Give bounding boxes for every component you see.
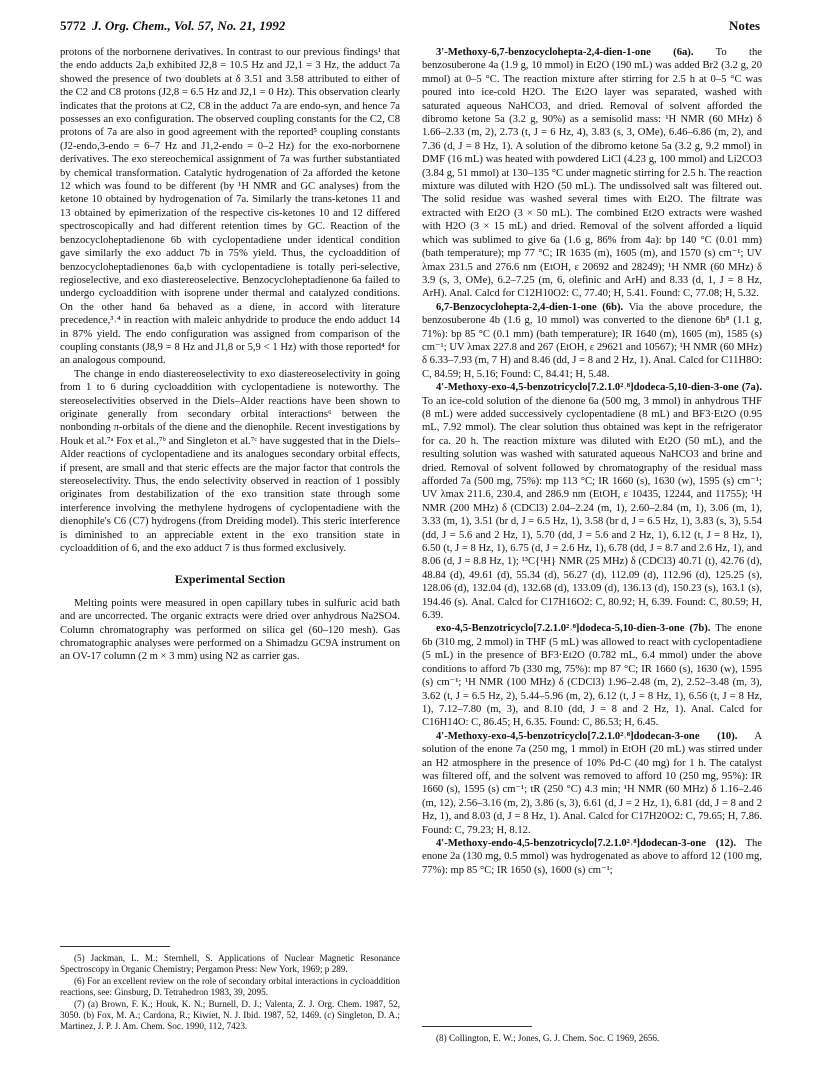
- footnotes-right: [422, 1012, 762, 1044]
- entry-body: To an ice-cold solution of the dienone 6a (500 mg, 3 mmol) in anhydrous THF (8 mL) were added successively cyclopentadiene (8 mL) and BF3·Et2O (0.95 mL, 7.92 mmol). The clear solution thus obtained was kept in the refrigerator for ca. 20 h. The reaction mixture was diluted with Et2O (50 mL), and the resulting solution was washed with saturated aqueous NaHCO3 and brine and dried. Removal of solvent followed by chromatography of the residual mass afforded 7a (500 mg, 75%): mp 113 °C; IR 1660 (s), 1630 (w), 1595 (s) cm⁻¹; UV λmax 211.6, 230.4, and 286.9 nm (EtOH, ε 10435, 12244, and 11755); ¹H NMR (200 MHz) δ (CDCl3) 2.04–2.24 (m, 1), 2.60–2.84 (m, 1), 3.06 (m, 1), 3.33 (m, 1), 3.51 (br d, J = 6.5 Hz, 1), 3.58 (br d, J = 6.5 Hz, 1), 3.83 (s, 3), 5.54 (dd, J = 5.6 and 2 Hz, 1), 5.70 (dd, J = 5.6 and 2 Hz, 1), 6.12 (t, J = 8 Hz, 1), 6.50 (t, J = 8 Hz, 1), 6.75 (d, J = 2.6 Hz, 1), 6.78 (dd, J = 8.7 and 2.6 Hz, 1), and 8.06 (d, J = 8.8 Hz, 1); ¹³C{¹H} NMR (25 MHz) δ (CDCl3) 40.71 (t), 42.76 (d), 48.84 (d), 49.61 (d), 55.34 (d), 56.27 (d), 112.09 (d), 112.96 (d), 125.25 (s), 128.06 (d), 132.04 (d), 132.68 (d), 133.09 (d), 136.13 (d), 150.23 (s), 163.1 (s), 194.46 (s). Anal. Calcd for C17H16O2: C, 80.92; H, 6.39. Found: C, 80.59; H, 6.39.: [422, 395, 762, 622]
- footnote-rule: [422, 1026, 532, 1027]
- footnote: (5) Jackman, L. M.; Sternhell, S. Applications of Nuclear Magnetic Resonance Spectroscopy in Organic Chemistry; Pergamon Press: New York, 1969; p 289.: [60, 953, 400, 975]
- page-number: 5772: [60, 18, 86, 33]
- entry-body: Via the above procedure, the benzosuberone 4b (1.6 g, 10 mmol) was converted to the dienone 6b⁸ (1.1 g, 71%): bp 85 °C (0.1 mm) (bath temperature); IR 1640 (m), 1605 (m), 1585 (s) cm⁻¹; UV λmax 227.8 and 267 (EtOH, ε 29621 and 10567); ¹H NMR (60 MHz) δ 6.33–7.93 (m, 7 H) and 8.46 (dd, J = 8 and 2 Hz, 1). Anal. Calcd for C11H8O: C, 84.59; H, 5.16; Found: C, 84.41; H, 5.48.: [422, 301, 762, 380]
- page-header: [60, 18, 760, 38]
- compound-title: 4′-Methoxy-exo-4,5-benzotricyclo[7.2.1.0²˒⁸]dodeca-5,10-dien-3-one (7a).: [436, 382, 762, 394]
- footnote: (7) (a) Brown, F. K.; Houk, K. N.; Burnell, D. J.; Valenta, Z. J. Org. Chem. 1987, 52, 3050. (b) Fox, M. A.; Cardona, R.; Kiwiet, N. J. Ibid. 1987, 52, 1469. (c) Singleton, D. A.; Martinez, J. P. J. Am. Chem. Soc. 1990, 112, 7423.: [60, 998, 400, 1032]
- compound-title: 4′-Methoxy-endo-4,5-benzotricyclo[7.2.1.0²˒⁸]dodecan-3-one (12).: [436, 837, 736, 849]
- compound-title: exo-4,5-Benzotricyclo[7.2.1.0²˒⁸]dodeca-5,10-dien-3-one (7b).: [436, 623, 711, 635]
- compound-title: 6,7-Benzocyclohepta-2,4-dien-1-one (6b).: [436, 301, 624, 313]
- entry-body: A solution of the enone 7a (250 mg, 1 mmol) in EtOH (20 mL) was stirred under an H2 atmosphere in the presence of 10% Pd-C (40 mg) for 1 h. The catalyst was filtered off, and the solvent was removed to afford 10 (250 mg, 95%): IR 1660 (s), 1595 (s) cm⁻¹; tR (250 °C) 4.3 min; ¹H NMR (60 MHz) δ 1.16–2.46 (m, 12), 2.56–3.16 (m, 2), 3.86 (s, 3), 6.61 (d, J = 2 Hz, 1), 6.81 (dd, J = 8 and 2 Hz, 1), and 8.03 (d, J = 8 Hz, 1). Anal. Calcd for C17H20O2: C, 79.65; H, 7.86. Found: C, 79.23; H, 8.12.: [422, 730, 762, 836]
- experimental-intro: Melting points were measured in open capillary tubes in sulfuric acid bath and are uncorrected. The organic extracts were dried over anhydrous Na2SO4. Column chromatography was performed on silica gel (60–120 mesh). Gas chromatographic analyses were performed on a Shimadzu GC9A instrument on an OV-17 column (2 m × 3 mm) using N2 as carrier gas.: [60, 597, 400, 663]
- experimental-entry: [422, 301, 762, 381]
- experimental-entry: [422, 46, 762, 301]
- experimental-entry: [422, 730, 762, 837]
- footnote: (6) For an excellent review on the role of secondary orbital interactions in cycloaddition reactions, see: Ginsburg, D. Tetrahedron 1983, 39, 2095.: [60, 975, 400, 998]
- experimental-entry: [422, 381, 762, 622]
- running-head: [60, 18, 285, 34]
- entry-body: To the benzosuberone 4a (1.9 g, 10 mmol) in Et2O (190 mL) was added Br2 (3.2 g, 20 mmol) at 0–5 °C. The reaction mixture after stirring for 2.5 h at 0–5 °C was poured into ice-cold H2O. The Et2O layer was separated, washed with saturated aqueous NaHCO3, and dried. Removal of solvent afforded the dibromo ketone 5a (3.2 g, 90%) as a semisolid mass: ¹H NMR (60 MHz) δ 1.66–2.33 (m, 2), 2.73 (t, J = 6 Hz, 4), 3.83 (s, 3, OMe), 6.46–6.86 (m, 2), and 7.36 (d, J = 8 Hz, 1). A solution of the dibromo ketone 5a (3.2 g, 9.2 mmol) in DMF (16 mL) was heated with powdered LiCl (4.23 g, 100 mmol) and Li2CO3 (3.84 g, 51 mmol) at 130–135 °C under magnetic stirring for 2.5 h. The reaction mixture was diluted with H2O (50 mL). The undissolved salt was filtered out. The solid residue was washed several times with Et2O. The filtrate was extracted with Et2O (3 × 50 mL). The combined Et2O extracts were washed with H2O (3 × 15 mL) and dried. Removal of the solvent afforded a liquid which was sublimed to give 6a (1.6 g, 86% from 4a): bp 140 °C (0.01 mm) (bath temperature); mp 77 °C; IR 1635 (m), 1605 (m), and 1570 (s) cm⁻¹; UV λmax 231.5 and 276.6 nm (EtOH, ε 20692 and 28249); ¹H NMR (60 MHz) δ 3.9 (s, 3, OMe), 6.2–7.25 (m, 6, olefinic and ArH) and 8.33 (d, 1, J = 8 Hz, ArH). Anal. Calcd for C12H10O2: C, 77.40; H, 5.41. Found: C, 77.08; H, 5.32.: [422, 47, 762, 300]
- footnotes-left: [60, 932, 400, 1033]
- left-column: [60, 46, 400, 1046]
- section-label: Notes: [728, 18, 760, 33]
- section-heading: Experimental Section: [174, 572, 286, 587]
- entry-body: The enone 2a (130 mg, 0.5 mmol) was hydrogenated as above to afford 12 (100 mg, 77%): mp 85 °C; IR 1650 (s), 1600 (s) cm⁻¹;: [422, 837, 762, 876]
- footnote: (8) Collington, E. W.; Jones, G. J. Chem. Soc. C 1969, 2656.: [436, 1033, 660, 1043]
- journal-citation: J. Org. Chem., Vol. 57, No. 21, 1992: [92, 18, 286, 33]
- body-paragraph: protons of the norbornene derivatives. In contrast to our previous findings¹ that the endo adducts 2a,b exhibited J2,8 = 10.5 Hz and J2,1 = 3 Hz, the adduct 7a showed the presence of two doublets at δ 3.51 and 3.58 attributed to either of the C2 and C8 protons (J2,8 = 6.5 Hz and J2,1 = 0 Hz). This observation clearly indicates that the protons at C2, C8 in the adduct 7a are endo-syn, and hence 7a possesses an exo configuration. The observed coupling constants for the C2, C8 protons of 7a are also in good agreement with the reported⁵ coupling constants (J2-endo,3-endo = 6–7 Hz and J1,2-endo = 0–2 Hz) for the exo-norbornene derivatives. The exo stereochemical assignment of 7a was further substantiated by chemical transformation. Catalytic hydrogenation of 2a afforded the ketone 12 which was found to be different (by ¹H NMR and GC analyses) from the ketone 10 obtained by hydrogenation of 7a. Similarly the trans-ketones 11 and 13 obtained by epimerization of the respective cis-ketones 10 and 12 differed spectroscopically and had different retention times by GC. Reaction of the benzocycloheptadienone 6b with cyclopentadiene under identical condition gave similarly the exo adduct 7b in 75% yield. Thus, the cycloaddition of benzocycloheptadienones 6a,b with cyclopentadiene is totally peri-selective, regioselective, and exo diastereoselective. Benzocycloheptadienone 6a failed to undergo cycloaddition with isoprene under thermal and catalyzed conditions. On the other hand 6a behaved as a diene, in accord with literature precedence,³˒⁴ in reaction with maleic anhydride to produce the endo adduct 14 in 87% yield. The endo configuration was assigned from comparison of the coupling constants (J8,9 = 8 Hz and J1,8 or 5,9 < 1 Hz) with those reported⁴ for an analogous compound.: [60, 47, 400, 367]
- body-paragraph: The change in endo diastereoselectivity to exo diastereoselectivity in going from 1 to 6 during cycloaddition with cyclopentadiene is noteworthy. The stereoselectivities observed in the Diels–Alder reactions have been shown to originate generally from secondary orbital interactions⁶ between the nonbonding π-orbitals of the diene and the dienophile. Recent investigations by Houk et al.⁷ᵃ Fox et al.,⁷ᵇ and Singleton et al.⁷ᶜ have suggested that in the Diels–Alder reactions of cyclopentadiene and its analogues secondary orbital effects, if present, are small and that steric effects are the major factor that controls the stereoselectivity. Thus, the endo selectivity observed in reaction of 1 possibly originates from destabilization of the exo transition state through some interference involving the methylene hydrogens of cyclopentadiene with the dienophile's C6 (C7) hydrogens (from Dreiding model). This steric interference is diminished to an appreciable extent in the exo transition state in cycloaddition of 6, and the exo adduct 7 is thus formed exclusively.: [60, 368, 400, 555]
- footnote-rule: [60, 946, 170, 947]
- right-column: [422, 46, 762, 1046]
- compound-title: 4′-Methoxy-exo-4,5-benzotricyclo[7.2.1.0²˒⁸]dodecan-3-one (10).: [436, 730, 738, 742]
- experimental-entry: [422, 622, 762, 729]
- experimental-entry: [422, 837, 762, 877]
- compound-title: 3′-Methoxy-6,7-benzocyclohepta-2,4-dien-1-one (6a).: [436, 47, 694, 58]
- entry-body: The enone 6b (310 mg, 2 mmol) in THF (5 mL) was allowed to react with cyclopentadiene (5 mL) in the presence of BF3·Et2O (0.782 mL, 6.4 mmol) under the above conditions to afford 7b (330 mg, 75%): mp 87 °C; IR 1660 (s), 1630 (w), 1595 (s) cm⁻¹; ¹H NMR (100 MHz) δ (CDCl3) 1.96–2.48 (m, 2), 2.52–3.48 (m, 3), 3.62 (t, J = 6.5 Hz, 2), 5.44–5.96 (m, 2), 6.12 (t, J = 8 Hz, 1), 6.56 (t, J = 8 Hz, 1), 7.12–7.80 (m, 3), and 8.10 (dd, J = 8 and 2 Hz, 1). Anal. Calcd for C16H14O: C, 86.45; H, 6.35. Found: C, 86.53; H, 6.45.: [422, 623, 762, 729]
